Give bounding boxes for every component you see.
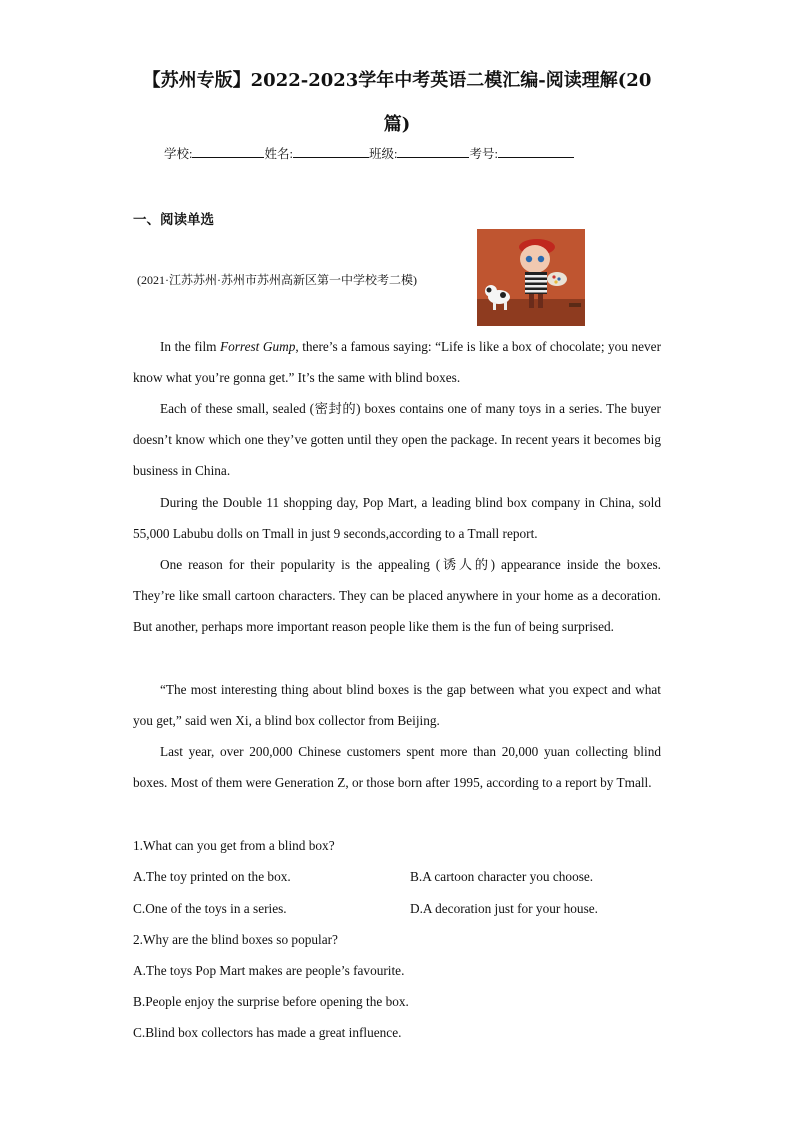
- question-2-option-a[interactable]: A.The toys Pop Mart makes are people’s favourite.: [133, 963, 405, 978]
- question-source: (2021·江苏苏州·苏州市苏州高新区第一中学校考二模): [137, 273, 417, 287]
- question-2-option-c[interactable]: C.Blind box collectors has made a great influence.: [133, 1025, 402, 1040]
- passage-paragraph-3: During the Double 11 shopping day, Pop Mart, a leading blind box company in China, sold 55,000 Labubu dolls on Tmall in just 9 seconds,according to a Tmall report.: [133, 495, 661, 541]
- class-label: 班级:: [368, 147, 398, 161]
- student-info-line: [164, 145, 574, 162]
- class-blank[interactable]: [397, 145, 469, 158]
- number-label: 考号:: [469, 147, 498, 161]
- blind-box-doll-photo: [477, 229, 585, 326]
- passage-paragraph-6: Last year, over 200,000 Chinese customers spent more than 20,000 yuan collecting blind boxes. Most of them were Generation Z, or those born after 1995, according to a report by Tmall.: [133, 744, 661, 790]
- school-blank[interactable]: [192, 145, 264, 158]
- school-label: 学校:: [164, 147, 193, 161]
- passage-paragraph-5: “The most interesting thing about blind boxes is the gap between what you expect and what you get,” said wen Xi, a blind box collector from Beijing.: [133, 682, 661, 728]
- question-1-option-b[interactable]: B.A cartoon character you choose.: [410, 869, 594, 884]
- passage-paragraph-1: In the film Forrest Gump, there’s a famous saying: “Life is like a box of chocolate; you never know what you’re gonna get.” It’s the same with blind boxes.: [133, 339, 661, 385]
- question-1-option-c[interactable]: C.One of the toys in a series.: [133, 901, 287, 916]
- film-title: Forrest Gump: [219, 339, 296, 354]
- page-title-line-1: 【苏州专版】2022-2023学年中考英语二模汇编-阅读理解(20: [142, 70, 652, 91]
- passage-paragraph-2: Each of these small, sealed (密封的) boxes contains one of many toys in a series. The buyer doesn’t know which one they’ve gotten until they open the package. In recent years it becomes big business in China.: [133, 401, 661, 478]
- page-title-line-2: 篇): [383, 114, 411, 135]
- question-2-option-b[interactable]: B.People enjoy the surprise before opening the box.: [133, 994, 409, 1009]
- question-1-option-d[interactable]: D.A decoration just for your house.: [410, 901, 598, 916]
- section-heading: 一、阅读单选: [133, 212, 214, 228]
- question-1-option-a[interactable]: A.The toy printed on the box.: [133, 869, 291, 884]
- name-label: 姓名:: [264, 147, 293, 161]
- question-2-stem: 2.Why are the blind boxes so popular?: [133, 932, 338, 947]
- name-blank[interactable]: [293, 145, 369, 158]
- number-blank[interactable]: [498, 145, 574, 158]
- question-1-stem: 1.What can you get from a blind box?: [133, 838, 335, 853]
- passage-paragraph-4: One reason for their popularity is the appealing (诱人的) appearance inside the boxes. They’re like small cartoon characters. They can be placed anywhere in your home as a decoration. But another, perhaps more important reason people like them is the fun of being surprised.: [133, 557, 661, 634]
